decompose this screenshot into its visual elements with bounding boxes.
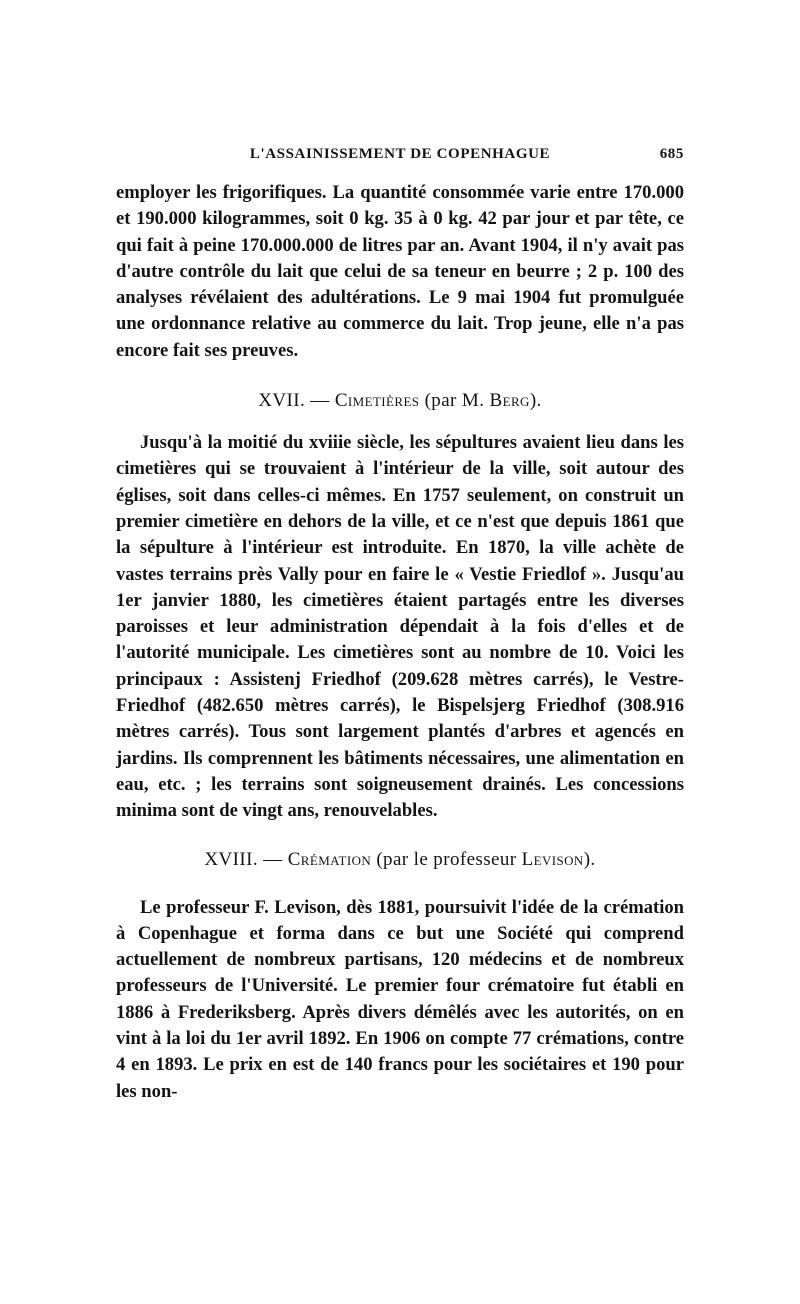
paragraph-continuation: employer les frigorifiques. La quantité consommée varie entre 170.000 et 190.000 kilogrammes, soit 0 kg. 35 à 0 kg. 42 par jour et par tête, ce qui fait à peine 170.000.000 de litres par an. Avant 1904, il n'y avait pas d'autre contrôle du lait que celui de sa teneur en beurre ; 2 p. 100 des analyses révélaient des adultérations. Le 9 mai 1904 fut promulguée une ordonnance relative au commerce du lait. Trop jeune, elle n'a pas encore fait ses preuves. bbox=[116, 182, 684, 361]
section-title: Crémation bbox=[287, 848, 372, 870]
section-close: ). bbox=[529, 390, 542, 412]
section-dash: — bbox=[310, 390, 330, 412]
paragraph-cremation: Le professeur F. Levison, dès 1881, poursuivit l'idée de la crémation à Copenhague et forma dans ce but une Société qui comprend actuellement de nombreux partisans, 120 médecins et de nombreux professeurs de l'Université. Le premier four crématoire fut établi en 1886 à Frederiksberg. Après divers démêlés avec les autorités, on en vint à la loi du 1er avril 1892. En 1906 on compte 77 crémations, contre 4 en 1893. Le prix en est de 140 francs pour les sociétaires et 190 pour les non- bbox=[116, 896, 684, 1102]
section-close: ). bbox=[583, 848, 596, 870]
section-heading-xviii bbox=[116, 849, 684, 871]
page-number: 685 bbox=[659, 146, 684, 162]
paragraph-cimetieres: Jusqu'à la moitié du xviiie siècle, les sépultures avaient lieu dans les cimetières qui se trouvaient à l'intérieur de la ville, soit autour des églises, soit dans celles-ci mêmes. En 1757 seulement, on construit un premier cimetière en dehors de la ville, et ce n'est que depuis 1861 que la sépulture à l'intérieur est introduite. En 1870, la ville achète de vastes terrains près Vally pour en faire le « Vestie Friedlof ». Jusqu'au 1er janvier 1880, les cimetières étaient partagés entre les diverses paroisses et leur administration dépendait à la fois d'elles et de l'autorité municipale. Les cimetières sont au nombre de 10. Voici les principaux : Assistenj Friedhof (209.628 mètres carrés), le Vestre-Friedhof (482.650 mètres carrés), le Bispelsjerg Friedhof (308.916 mètres carrés). Tous sont largement plantés d'arbres et agencés en jardins. Ils comprennent les bâtiments nécessaires, une alimentation en eau, etc. ; les terrains sont soigneusement drainés. Les concessions minima sont de vingt ans, renouvelables. bbox=[116, 432, 684, 822]
section-heading-xvii bbox=[116, 390, 684, 412]
running-head bbox=[116, 146, 684, 172]
running-title: L'ASSAINISSEMENT DE COPENHAGUE bbox=[249, 146, 551, 162]
section-author: Levison bbox=[521, 848, 584, 870]
section-numeral: XVII. bbox=[258, 390, 306, 412]
section-author-prefix: (par le professeur bbox=[376, 848, 517, 870]
book-page bbox=[116, 146, 684, 1105]
section-author: Berg bbox=[489, 390, 530, 412]
section-title: Cimetières bbox=[334, 390, 420, 412]
section-numeral: XVIII. bbox=[204, 848, 258, 870]
section-author-prefix: (par M. bbox=[424, 390, 485, 412]
section-dash: — bbox=[263, 848, 283, 870]
